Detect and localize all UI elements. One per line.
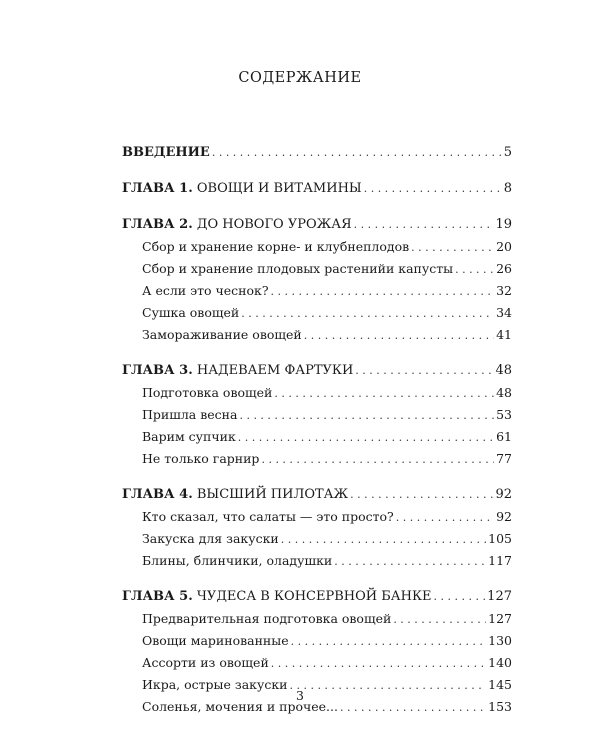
chapter-title: ДО НОВОГО УРОЖАЯ	[196, 217, 352, 232]
dot-leader	[271, 281, 495, 303]
toc-entry-label	[122, 178, 362, 200]
dot-leader	[455, 259, 494, 281]
dot-leader	[396, 507, 494, 529]
toc-entry-label: Подготовка овощей	[142, 385, 273, 400]
toc-entry-page: 61	[496, 429, 512, 444]
toc-entry-page: 20	[496, 239, 512, 254]
section-spacer	[122, 470, 512, 484]
dot-leader	[271, 653, 486, 675]
toc-entry-subsection[interactable]	[122, 528, 512, 550]
toc-entry-label: Предварительная подготовка овощей	[142, 611, 392, 626]
chapter-title: НАДЕВАЕМ ФАРТУКИ	[196, 363, 354, 378]
toc-entry-subsection[interactable]	[122, 258, 512, 280]
toc-entry-page: 117	[488, 553, 512, 568]
toc-entry-page: 92	[496, 509, 512, 524]
toc-entry-page: 41	[496, 327, 512, 342]
toc-entry-subsection[interactable]	[122, 550, 512, 572]
chapter-title: ВЫСШИЙ ПИЛОТАЖ	[196, 487, 349, 502]
toc-entry-chapter[interactable]	[122, 360, 512, 382]
toc-entry-label: ВВЕДЕНИЕ	[122, 145, 210, 160]
chapter-prefix: ГЛАВА 5.	[122, 589, 193, 604]
page-number: 3	[296, 688, 304, 703]
dot-leader	[239, 405, 494, 427]
chapter-prefix: ГЛАВА 4.	[122, 487, 193, 502]
toc-entry-label: Не только гарнир	[142, 451, 260, 466]
toc-entry-label: Блины, блинчики, оладушки	[142, 553, 333, 568]
section-spacer	[122, 346, 512, 360]
toc-entry-page: 130	[488, 633, 512, 648]
toc-entry-label	[122, 586, 432, 608]
dot-leader	[393, 609, 486, 631]
toc-entry-chapter[interactable]	[122, 178, 512, 200]
toc-entry-label: Сбор и хранение плодовых растенийи капусты	[142, 261, 454, 276]
toc-entry-label: А если это чеснок?	[142, 283, 269, 298]
toc-entry-page: 153	[488, 699, 512, 714]
toc-entry-page: 32	[496, 283, 512, 298]
chapter-prefix: ГЛАВА 2.	[122, 217, 193, 232]
dot-leader	[281, 529, 486, 551]
dot-leader	[241, 303, 494, 325]
toc-entry-label: Закуска для закуски	[142, 531, 279, 546]
toc-entry-label: Икра, острые закуски	[142, 677, 288, 692]
toc-entry-subsection[interactable]	[122, 302, 512, 324]
toc-entry-subsection[interactable]	[122, 236, 512, 258]
chapter-prefix: ГЛАВА 1.	[122, 181, 193, 196]
toc-entry-page: 145	[488, 677, 512, 692]
toc-title: СОДЕРЖАНИЕ	[238, 70, 362, 86]
toc-entry-intro[interactable]	[122, 142, 512, 164]
toc-entry-subsection[interactable]	[122, 630, 512, 652]
toc-entry-subsection[interactable]	[122, 426, 512, 448]
dot-leader	[354, 214, 494, 236]
toc-entry-page: 19	[495, 217, 512, 232]
toc-entry-chapter[interactable]	[122, 214, 512, 236]
toc-entry-label: Сушка овощей	[142, 305, 240, 320]
toc-entry-subsection[interactable]	[122, 448, 512, 470]
toc-entry-subsection[interactable]	[122, 506, 512, 528]
toc-entry-page: 53	[496, 407, 512, 422]
toc-entry-label: Варим супчик	[142, 429, 236, 444]
toc-entry-page: 5	[503, 145, 512, 160]
toc-entry-page: 77	[496, 451, 512, 466]
toc-entry-page: 127	[488, 611, 512, 626]
toc-entry-subsection[interactable]	[122, 404, 512, 426]
toc-entry-label: Соленья, мочения и прочее...	[142, 699, 338, 714]
section-spacer	[122, 572, 512, 586]
toc-entry-chapter[interactable]	[122, 484, 512, 506]
toc-entry-subsection[interactable]	[122, 382, 512, 404]
toc-entry-label	[122, 484, 348, 506]
dot-leader	[434, 586, 486, 608]
toc-entry-page: 48	[496, 385, 512, 400]
chapter-title: ОВОЩИ И ВИТАМИНЫ	[196, 181, 362, 196]
table-of-contents	[122, 142, 512, 718]
toc-entry-subsection[interactable]	[122, 280, 512, 302]
toc-entry-subsection[interactable]	[122, 324, 512, 346]
toc-entry-label: Ассорти из овощей	[142, 655, 269, 670]
dot-leader	[274, 383, 494, 405]
dot-leader	[355, 360, 493, 382]
toc-entry-label: Пришла весна	[142, 407, 238, 422]
toc-entry-page: 26	[496, 261, 512, 276]
toc-entry-page: 105	[488, 531, 512, 546]
toc-entry-subsection[interactable]	[122, 608, 512, 630]
toc-entry-page: 34	[496, 305, 512, 320]
dot-leader	[238, 427, 494, 449]
toc-entry-label	[122, 360, 353, 382]
section-spacer	[122, 200, 512, 214]
section-spacer	[122, 164, 512, 178]
chapter-prefix: ГЛАВА 3.	[122, 363, 193, 378]
dot-leader	[350, 484, 493, 506]
dot-leader	[304, 325, 494, 347]
toc-entry-subsection[interactable]	[122, 652, 512, 674]
chapter-title: ЧУДЕСА В КОНСЕРВНОЙ БАНКЕ	[196, 589, 432, 604]
toc-entry-page: 92	[495, 487, 512, 502]
toc-entry-page: 48	[495, 363, 512, 378]
dot-leader	[261, 449, 494, 471]
toc-entry-label: Кто сказал, что салаты — это просто?	[142, 509, 394, 524]
toc-entry-chapter[interactable]	[122, 586, 512, 608]
toc-entry-label: Сбор и хранение корне- и клубнеплодов	[142, 239, 410, 254]
toc-entry-page: 8	[503, 181, 512, 196]
dot-leader	[334, 551, 486, 573]
toc-entry-page: 127	[487, 589, 512, 604]
dot-leader	[212, 142, 502, 164]
toc-entry-label: Замораживание овощей	[142, 327, 302, 342]
toc-entry-page: 140	[488, 655, 512, 670]
dot-leader	[411, 237, 494, 259]
dot-leader	[291, 631, 487, 653]
toc-entry-label: Овощи маринованные	[142, 633, 289, 648]
toc-entry-label	[122, 214, 352, 236]
dot-leader	[364, 178, 502, 200]
